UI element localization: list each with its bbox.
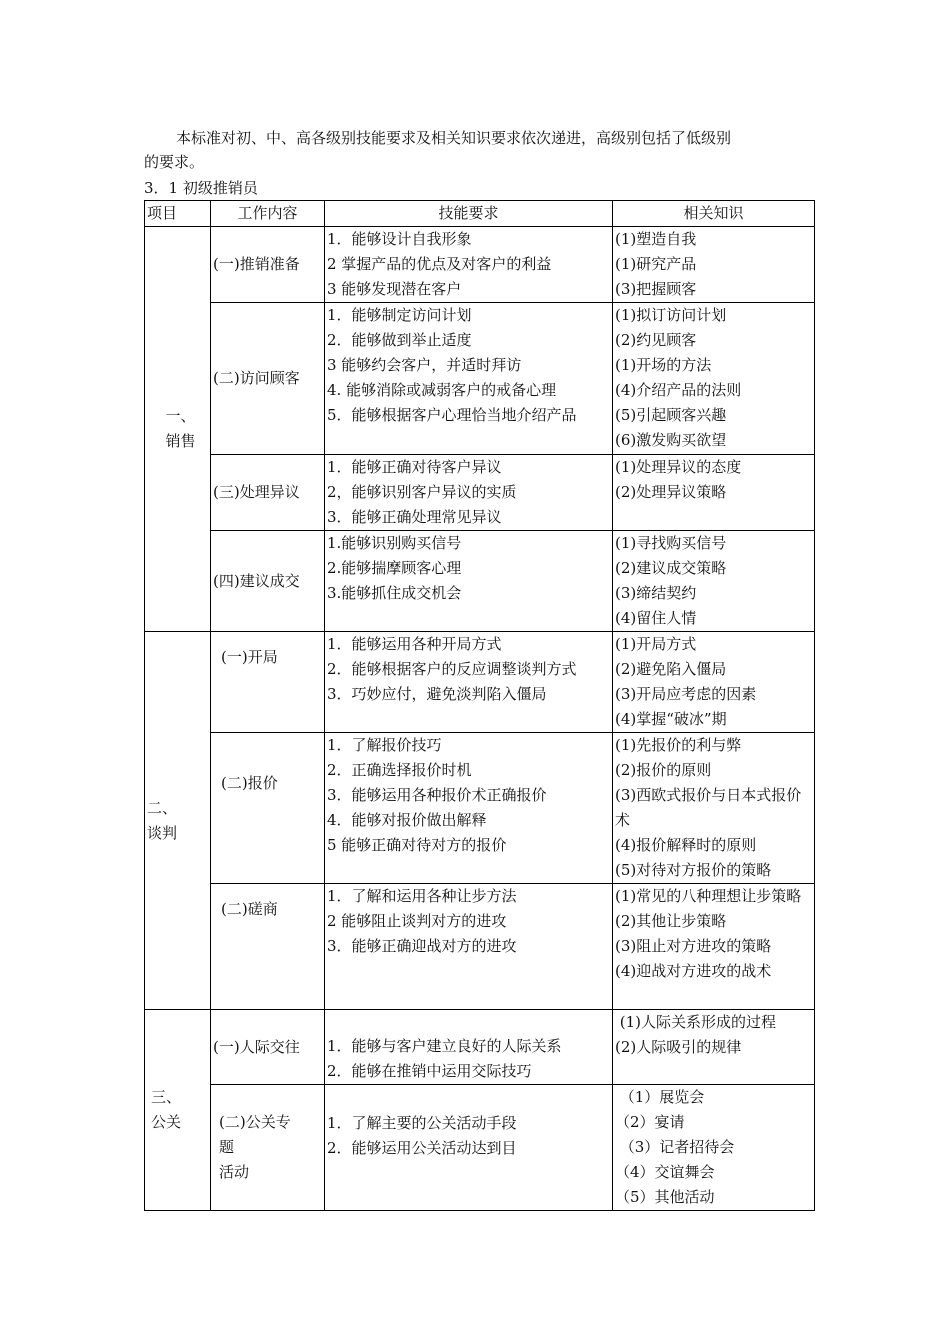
table-row	[145, 1085, 815, 1211]
category-number: 二、	[147, 798, 178, 817]
work-content-text: (二)报价	[221, 774, 278, 792]
knowledge-item: （3）记者招待会	[615, 1138, 735, 1156]
knowledge-item: (1)处理异议的态度	[615, 458, 742, 476]
knowledge-item: (6)激发购买欲望	[615, 431, 727, 449]
knowledge-item: (1)开局方式	[615, 635, 697, 653]
knowledge-item: (1)寻找购买信号	[615, 534, 727, 552]
skill-item: 5 能够正确对待对方的报价	[327, 836, 507, 854]
knowledge-item: (2)约见顾客	[615, 331, 697, 349]
skills-cell	[325, 1085, 613, 1211]
knowledge-item: (1)开场的方法	[615, 356, 712, 374]
knowledge-item: (4)介绍产品的法则	[615, 381, 742, 399]
skill-item: 3．能够运用各种报价术正确报价	[327, 786, 547, 804]
skills-table	[144, 200, 815, 1211]
knowledge-item: (4)迎战对方进攻的战术	[615, 962, 772, 980]
work-content-cell: (一)推销准备	[211, 227, 325, 303]
header-project: 项目	[145, 201, 211, 227]
skill-item: 1．能够正确对待客户异议	[327, 458, 502, 476]
knowledge-item: (4)报价解释时的原则	[615, 836, 757, 854]
skill-item: 2，能够识别客户异议的实质	[327, 483, 517, 501]
knowledge-item: (1)拟订访问计划	[615, 306, 727, 324]
knowledge-item: （2）宴请	[615, 1113, 685, 1131]
skill-item: 1．了解主要的公关活动手段	[327, 1114, 517, 1132]
header-related-knowledge: 相关知识	[613, 201, 815, 227]
knowledge-item: (1)人际关系形成的过程	[615, 1013, 777, 1031]
knowledge-item: (1)常见的八种理想让步策略	[615, 887, 802, 905]
knowledge-cell	[613, 1085, 815, 1211]
intro-line-2: 的要求。	[144, 153, 205, 171]
skill-item: 4. 能够消除或减弱客户的戒备心理	[327, 381, 557, 399]
skill-item: 1．了解报价技巧	[327, 736, 442, 754]
skill-item: 1．了解和运用各种让步方法	[327, 887, 517, 905]
skill-item: 1．能够与客户建立良好的人际关系	[327, 1037, 562, 1055]
skill-item: 3．能够正确处理常见异议	[327, 508, 502, 526]
skill-item: 1．能够设计自我形象	[327, 230, 472, 248]
table-row	[145, 884, 815, 1010]
skill-item: 1．能够制定访问计划	[327, 306, 472, 324]
skill-item: 3．能够正确迎战对方的进攻	[327, 937, 517, 955]
skill-item: 2 掌握产品的优点及对客户的利益	[327, 255, 552, 273]
work-content-cell	[211, 733, 325, 884]
work-content-cell: (一)人际交往	[211, 1010, 325, 1085]
skill-item: 2 能够阻止谈判对方的进攻	[327, 912, 507, 930]
table-header-row	[145, 201, 815, 227]
skills-cell	[325, 455, 613, 531]
header-skill-requirements: 技能要求	[325, 201, 613, 227]
category-name: 公关	[151, 1113, 182, 1131]
knowledge-item: (2)处理异议策略	[615, 483, 727, 501]
knowledge-item: (5)对待对方报价的策略	[615, 861, 772, 879]
skill-item: 2．能够做到举止适度	[327, 331, 472, 349]
table-row	[145, 733, 815, 884]
header-work-content: 工作内容	[211, 201, 325, 227]
knowledge-item: (1)先报价的利与弊	[615, 736, 742, 754]
work-content-cell: (四)建议成交	[211, 531, 325, 632]
knowledge-item: (3)缔结契约	[615, 584, 697, 602]
knowledge-item: (2)建议成交策略	[615, 559, 727, 577]
skill-item: 3.能够抓住成交机会	[327, 584, 462, 602]
knowledge-item: (4)掌握“破冰”期	[615, 710, 727, 728]
table-row	[145, 632, 815, 733]
skills-cell	[325, 632, 613, 733]
category-cell-sales	[145, 227, 211, 632]
knowledge-item: (1)研究产品	[615, 255, 697, 273]
knowledge-item: (3)西欧式报价与日本式报价术	[615, 786, 802, 829]
knowledge-cell	[613, 455, 815, 531]
table-row	[145, 1010, 815, 1085]
knowledge-cell	[613, 303, 815, 455]
section-title: 3．1 初级推销员	[144, 179, 258, 197]
skill-item: 5．能够根据客户心理恰当地介绍产品	[327, 406, 577, 424]
skill-item: 1．能够运用各种开局方式	[327, 635, 502, 653]
knowledge-item: (1)塑造自我	[615, 230, 697, 248]
work-content-line: (二)公关专	[219, 1113, 291, 1131]
skill-item: 3．巧妙应付，避免淡判陷入僵局	[327, 685, 547, 703]
category-cell-public-relations	[145, 1010, 211, 1211]
table-row	[145, 455, 815, 531]
skills-cell	[325, 884, 613, 1010]
skill-item: 4．能够对报价做出解释	[327, 811, 487, 829]
knowledge-cell	[613, 227, 815, 303]
skills-cell	[325, 531, 613, 632]
skill-item: 2.能够揣摩顾客心理	[327, 559, 462, 577]
knowledge-item: (4)留住人情	[615, 609, 697, 627]
work-content-cell: (二)访问顾客	[211, 303, 325, 455]
intro-line-1: 本标准对初、中、高各级别技能要求及相关知识要求依次递进，高级别包括了低级别	[176, 129, 732, 147]
table-row	[145, 303, 815, 455]
category-number: 一、	[165, 407, 196, 425]
knowledge-item: (3)开局应考虑的因素	[615, 685, 757, 703]
skills-cell	[325, 1010, 613, 1085]
intro-paragraph	[144, 126, 816, 174]
work-content-cell: (一)开局	[211, 632, 325, 733]
knowledge-item: (2)人际吸引的规律	[615, 1038, 742, 1056]
table-row	[145, 227, 815, 303]
knowledge-item: （5）其他活动	[615, 1188, 715, 1206]
knowledge-item: (2)报价的原则	[615, 761, 712, 779]
skill-item: 1.能够识别购买信号	[327, 534, 462, 552]
work-content-cell: (三)处理异议	[211, 455, 325, 531]
work-content-cell	[211, 1085, 325, 1211]
knowledge-cell	[613, 733, 815, 884]
knowledge-cell	[613, 1010, 815, 1085]
skill-item: 2．正确选择报价时机	[327, 761, 472, 779]
work-content-line: 题	[219, 1138, 235, 1156]
knowledge-item: （4）交谊舞会	[615, 1163, 715, 1181]
knowledge-item: （1）展览会	[615, 1088, 705, 1106]
knowledge-item: (2)避免陷入僵局	[615, 660, 727, 678]
skill-item: 3 能够发现潜在客户	[327, 280, 462, 298]
work-content-cell: (二)磋商	[211, 884, 325, 1010]
knowledge-item: (2)其他让步策略	[615, 912, 727, 930]
work-content-line: 活动	[219, 1163, 250, 1181]
knowledge-item: (3)把握顾客	[615, 280, 697, 298]
knowledge-item: (3)阻止对方进攻的策略	[615, 937, 772, 955]
skill-item: 3 能够约会客户，并适时拜访	[327, 356, 522, 374]
category-name: 谈判	[147, 823, 178, 842]
skills-cell	[325, 227, 613, 303]
category-cell-negotiation	[145, 632, 211, 1010]
knowledge-cell	[613, 884, 815, 1010]
knowledge-cell	[613, 632, 815, 733]
category-number: 三、	[151, 1088, 182, 1106]
knowledge-cell	[613, 531, 815, 632]
skill-item: 2．能够根据客户的反应调整谈判方式	[327, 660, 577, 678]
knowledge-item: (5)引起顾客兴趣	[615, 406, 727, 424]
skills-cell	[325, 733, 613, 884]
skill-item: 2．能够运用公关活动达到目	[327, 1139, 517, 1157]
skill-item: 2．能够在推销中运用交际技巧	[327, 1062, 532, 1080]
category-name: 销售	[165, 432, 196, 450]
table-row	[145, 531, 815, 632]
skills-cell	[325, 303, 613, 455]
